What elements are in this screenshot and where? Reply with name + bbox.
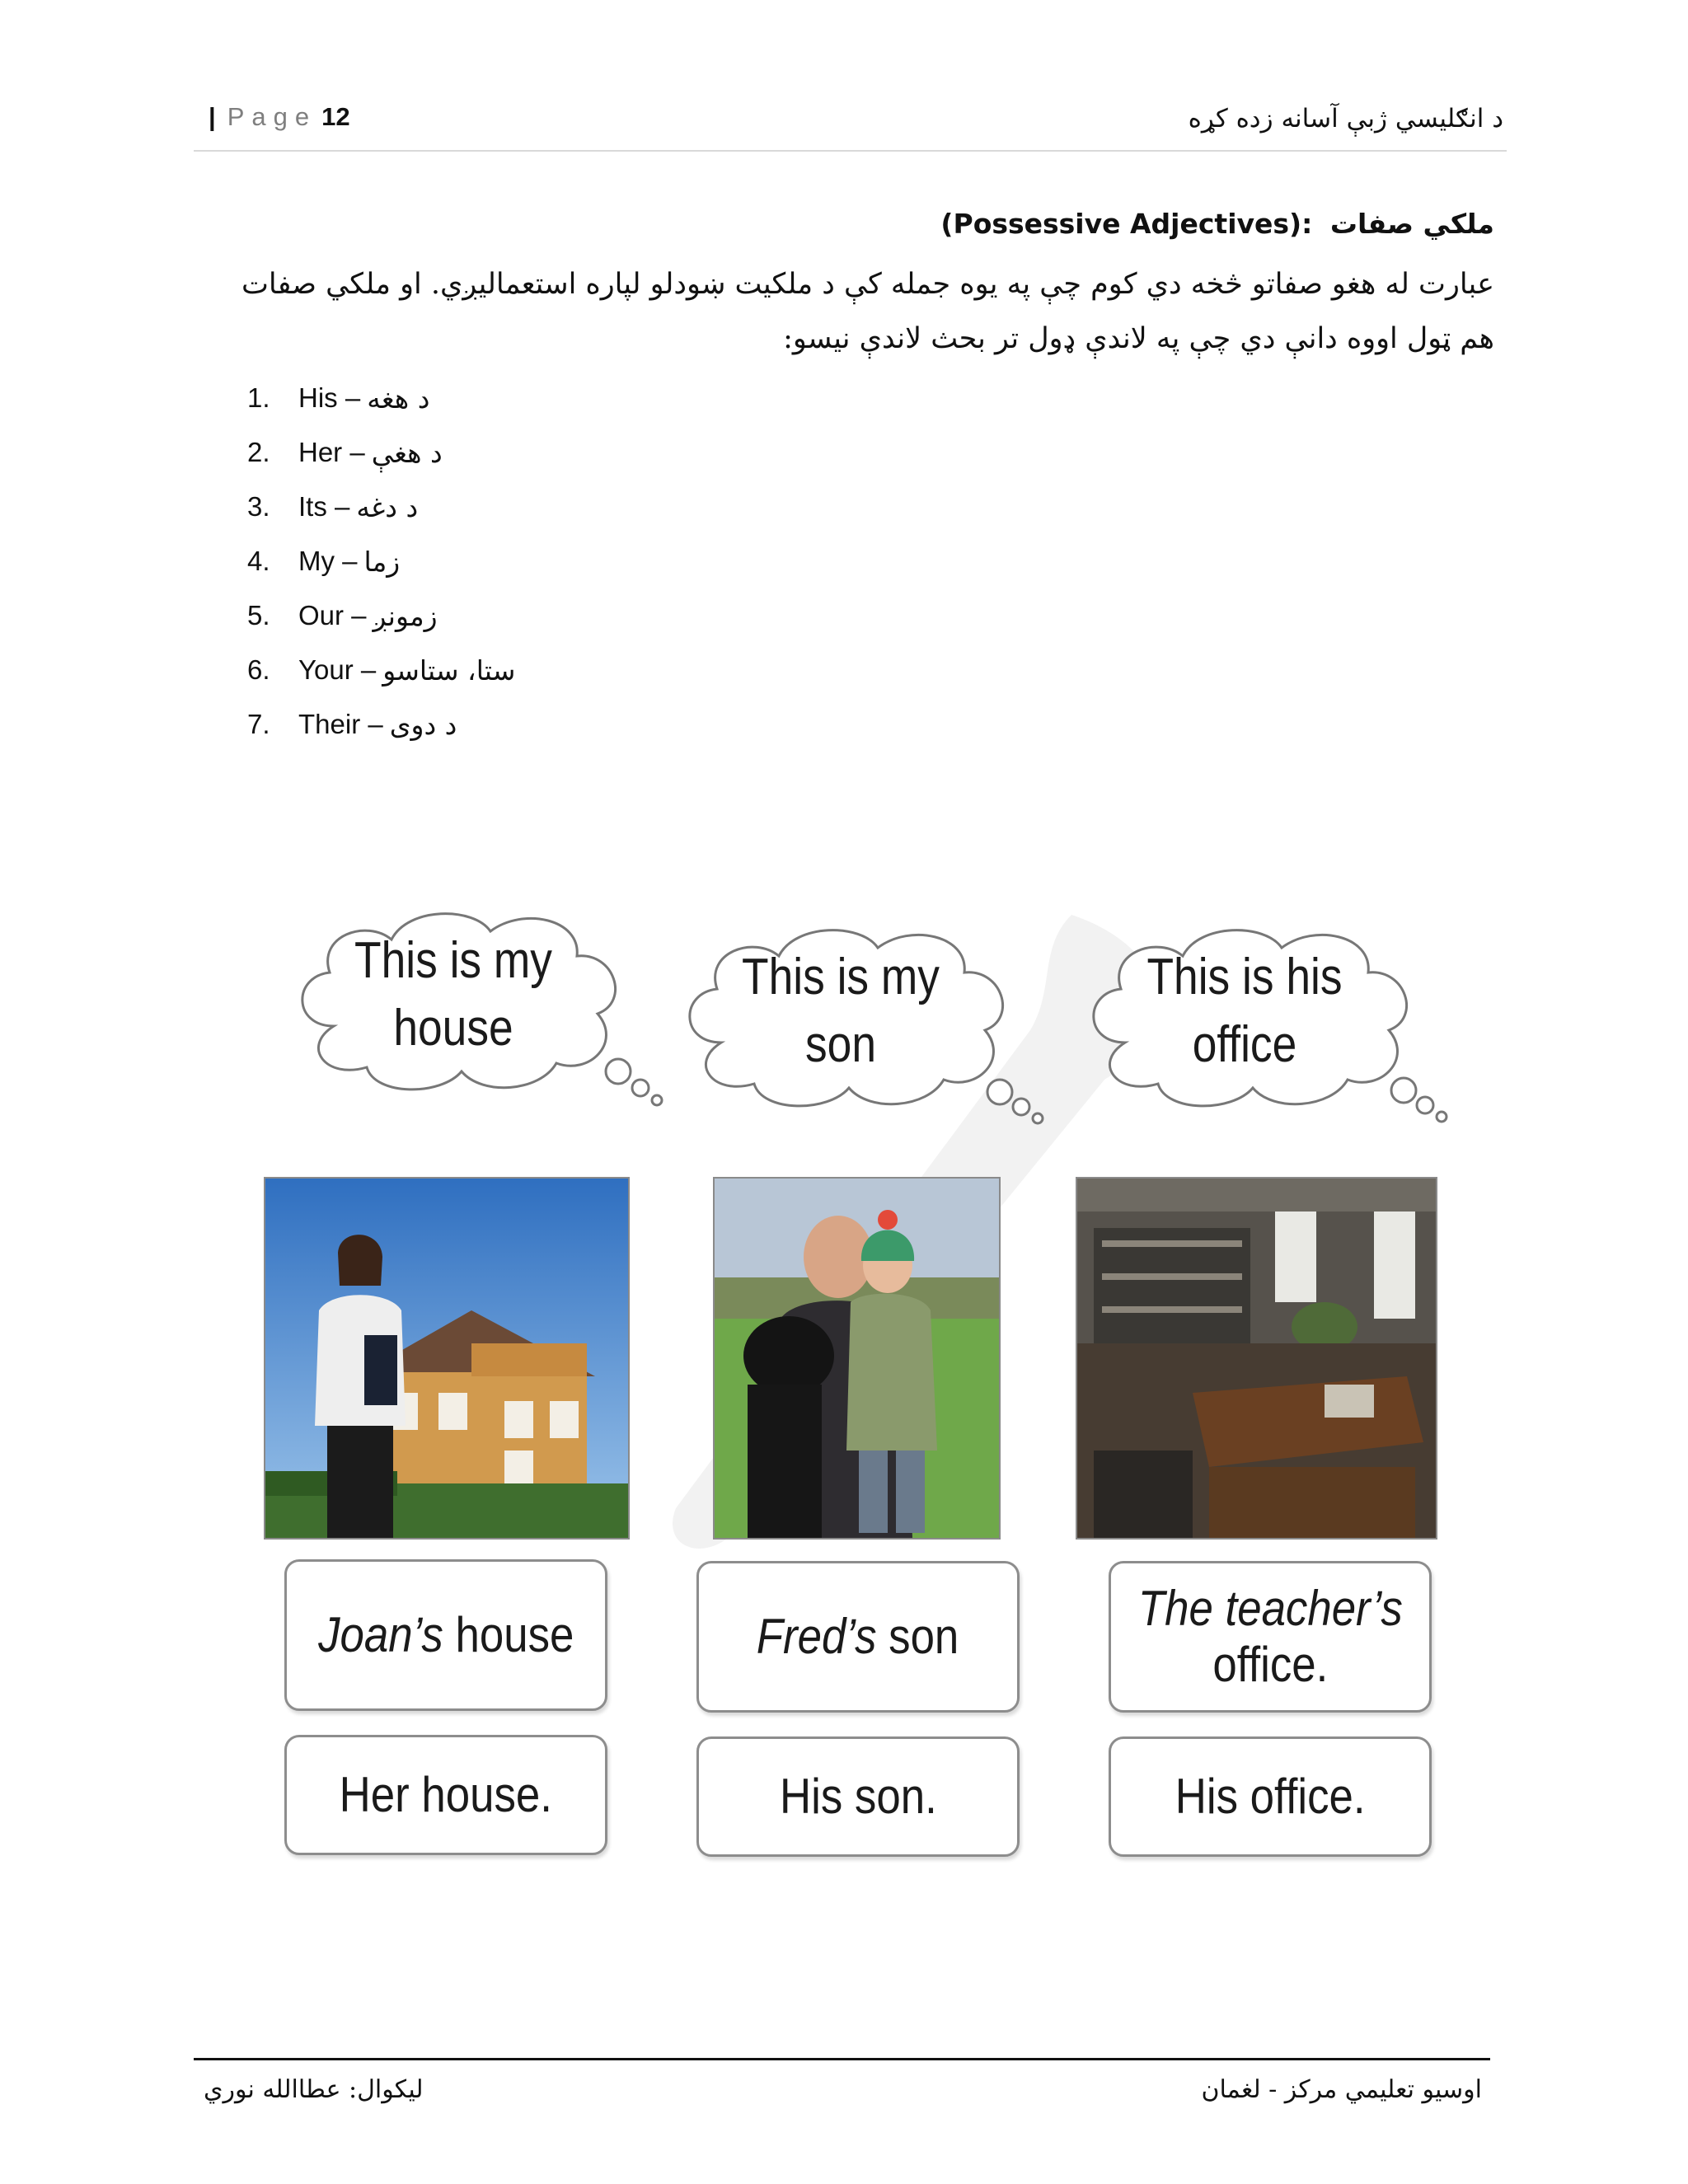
- cloud-text-line: This is my: [354, 932, 552, 989]
- page-footer: [194, 2058, 1490, 2110]
- owned-item: office.: [1212, 1637, 1328, 1692]
- possessive-card: [1109, 1736, 1432, 1857]
- heading-pashto: ملکي صفات: [1329, 208, 1494, 240]
- office-image: [1077, 1179, 1436, 1538]
- intro-paragraph: عبارت له هغو صفاتو څخه دي کوم چې په یوه جمله کې د ملکیت ښودلو لپاره استعمالیږي. او ملکي صفات هم ټول اووه دانې دي چې په لاندې ډول تر بحث لاندې نیسو:: [241, 268, 1494, 355]
- page-prefix: Page: [227, 102, 317, 131]
- owner-card: [1109, 1561, 1432, 1713]
- heading-english: (Possessive Adjectives):: [940, 208, 1313, 240]
- office-photo: [1076, 1177, 1437, 1540]
- list-item: 6. Your – ستا، ستاسو: [247, 654, 516, 687]
- document-title: د انګلیسي ژبې آسانه زده کړه: [1188, 104, 1503, 134]
- footer-author: لیکوال: عطاالله نوري: [204, 2075, 424, 2104]
- list-item: 5. Our – زمونږ: [247, 599, 438, 632]
- possessive-text: His son.: [779, 1769, 937, 1824]
- list-item: 2. Her – د هغې: [247, 436, 443, 469]
- cloud-text-line: house: [393, 1000, 513, 1057]
- son-photo: [713, 1177, 1001, 1540]
- father-son-image: [715, 1179, 999, 1538]
- page-number-label: | Page 12: [209, 102, 350, 131]
- possessive-text: His office.: [1175, 1769, 1366, 1824]
- house-photo: [264, 1177, 630, 1540]
- owner-name: Fred’s: [757, 1609, 877, 1664]
- list-item: 4. My – زما: [247, 545, 401, 578]
- cloud-text-line: This is his: [1146, 949, 1343, 1005]
- owner-name: The teacher’s: [1137, 1581, 1403, 1636]
- page-header: [194, 99, 1507, 152]
- possessive-illustration: [247, 849, 1500, 1871]
- list-item: 3. Its – د دغه: [247, 490, 419, 523]
- list-item: 1. His – د هغه: [247, 382, 430, 415]
- thought-cloud: [284, 902, 622, 1084]
- owner-name: Joan’s: [317, 1607, 443, 1662]
- footer-center-name: اوسیو تعلیمي مرکز - لغمان: [1201, 2075, 1482, 2104]
- cloud-text-line: This is my: [742, 949, 940, 1005]
- page-number: 12: [321, 102, 350, 131]
- cloud-text-line: son: [805, 1016, 876, 1073]
- thought-cloud: [672, 919, 1010, 1100]
- possessive-card: [696, 1736, 1020, 1857]
- possessive-text: Her house.: [339, 1767, 553, 1822]
- thought-cloud: [1076, 919, 1414, 1100]
- section-heading: [940, 208, 1494, 240]
- possessive-list: [247, 371, 515, 752]
- woman-house-image: [265, 1179, 628, 1538]
- owner-card: [284, 1559, 607, 1711]
- cloud-text-line: office: [1192, 1016, 1297, 1073]
- owner-card: [696, 1561, 1020, 1713]
- owned-item: house: [455, 1607, 574, 1662]
- owned-item: son: [889, 1609, 959, 1664]
- possessive-card: [284, 1735, 607, 1855]
- list-item: 7. Their – د دوی: [247, 708, 457, 741]
